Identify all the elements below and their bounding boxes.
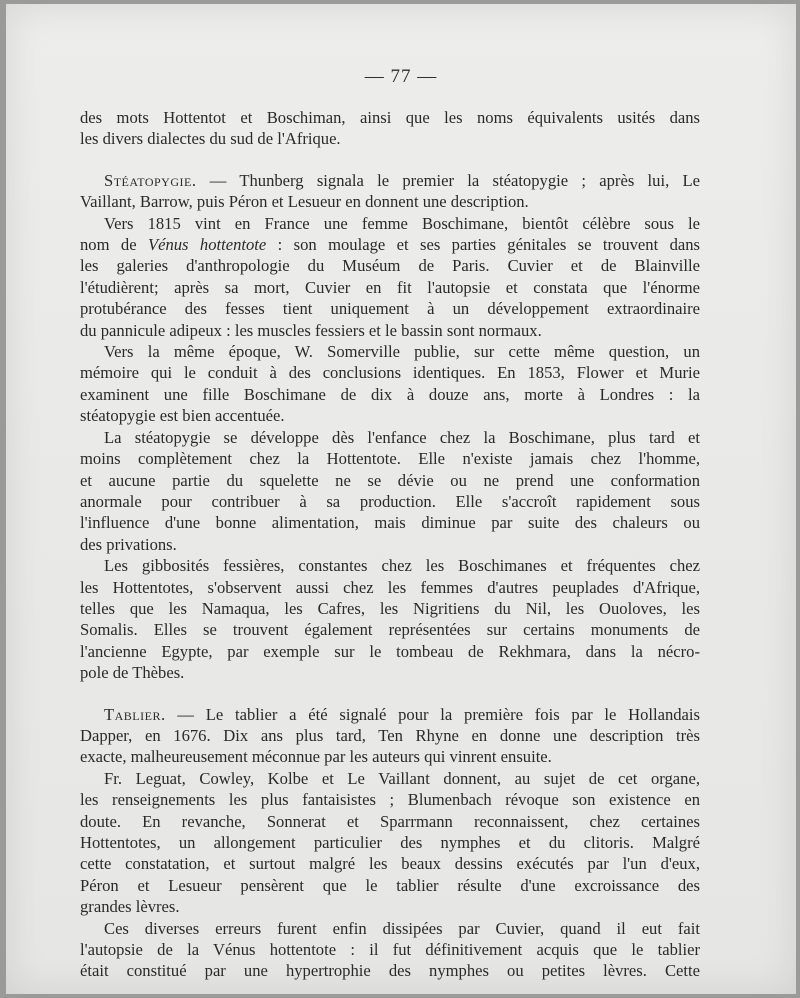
text-line: cette constatation, et surtout malgré les beaux dessins exécutés par l'un d'eux, bbox=[80, 854, 700, 874]
text-line: Stéatopygie. — Thunberg signala le premier la stéatopygie ; après lui, Le bbox=[104, 170, 700, 190]
text-line: protubérance des fesses tient uniquement à un développement extraordinaire bbox=[80, 299, 700, 319]
text-line: Dapper, en 1676. Dix ans plus tard, Ten Rhyne en donne une description très bbox=[80, 725, 700, 745]
paragraph-leguat bbox=[80, 768, 700, 918]
text-line: nom de Vénus hottentote : son moulage et ses parties génitales se trouvent dans bbox=[80, 235, 700, 255]
text-line: Vers la même époque, W. Somerville publie, sur cette même question, un bbox=[104, 342, 700, 362]
text-line: l'influence d'une bonne alimentation, mais diminue par suite des chaleurs ou bbox=[80, 513, 700, 533]
text-line: moins complètement chez la Hottentote. Elle n'existe jamais chez l'homme, bbox=[80, 449, 700, 469]
text-line: stéatopygie est bien accentuée. bbox=[80, 406, 285, 426]
text-line: exacte, malheureusement méconnue par les auteurs qui vinrent ensuite. bbox=[80, 747, 552, 767]
paragraph-cuvier bbox=[80, 918, 700, 982]
text-line: était constitué par une hypertrophie des nymphes ou petites lèvres. Cette bbox=[80, 961, 700, 981]
paragraph-tablier bbox=[80, 704, 700, 768]
text-line: et aucune partie du squelette ne se dévie ou ne prend une conformation bbox=[80, 470, 700, 490]
paragraph-steatopygie bbox=[80, 170, 700, 213]
text-line: des privations. bbox=[80, 534, 177, 554]
section-heading-tablier: Tablier. bbox=[104, 704, 166, 724]
body-text bbox=[80, 107, 700, 982]
text-line: Péron et Lesueur pensèrent que le tablier résulte d'une excroissance des bbox=[80, 875, 700, 895]
text-line: Vaillant, Barrow, puis Péron et Lesueur en donnent une description. bbox=[80, 192, 529, 212]
text-line: des mots Hottentot et Boschiman, ainsi que les noms équivalents usités dans bbox=[80, 108, 700, 127]
paragraph-development bbox=[80, 427, 700, 555]
text-line: pole de Thèbes. bbox=[80, 663, 185, 683]
text-line: l'étudièrent; après sa mort, Cuvier en fit l'autopsie et constata que l'énorme bbox=[80, 277, 700, 297]
text-line: l'ancienne Egypte, par exemple sur le tombeau de Rekhmara, dans la nécro- bbox=[80, 641, 700, 661]
paragraph-gibbosites bbox=[80, 555, 700, 683]
italic-title: Vénus hottentote bbox=[147, 235, 267, 255]
text-line: Ces diverses erreurs furent enfin dissipées par Cuvier, quand il eut fait bbox=[104, 918, 700, 938]
text-line: du pannicule adipeux : les muscles fessiers et le bassin sont normaux. bbox=[80, 320, 542, 340]
paragraph-continuation bbox=[80, 107, 700, 150]
text-line: mémoire qui le conduit à des conclusions identiques. En 1853, Flower et Murie bbox=[80, 363, 700, 383]
text-line: La stéatopygie se développe dès l'enfance chez la Boschimane, plus tard et bbox=[104, 427, 700, 447]
paragraph-somerville bbox=[80, 341, 700, 427]
text-line: Hottentotes, un allongement particulier des nymphes et du clitoris. Malgré bbox=[80, 833, 700, 852]
text-line: Somalis. Elles se trouvent également représentées sur certains monuments de bbox=[80, 620, 700, 640]
text-line: grandes lèvres. bbox=[80, 897, 180, 917]
paragraph-venus bbox=[80, 213, 700, 341]
text-line: les Hottentotes, s'observent aussi chez les femmes d'autres peuplades d'Afrique, bbox=[80, 577, 700, 597]
text-line: l'autopsie de la Vénus hottentote : il fut définitivement acquis que le tablier bbox=[80, 940, 700, 960]
text-line: les galeries d'anthropologie du Muséum de Paris. Cuvier et de Blainville bbox=[80, 256, 700, 276]
section-heading-steatopygie: Stéatopygie. bbox=[104, 170, 197, 190]
text-line: doute. En revanche, Sonnerat et Sparrmann reconnaissent, chez certaines bbox=[80, 811, 700, 831]
text-line: anormale pour contribuer à sa production. Elle s'accroît rapidement sous bbox=[80, 491, 700, 511]
book-page bbox=[6, 4, 796, 994]
text-line: les renseignements les plus fantaisistes ; Blumenbach révoque son existence en bbox=[80, 790, 700, 810]
text-line: examinent une fille Boschimane de dix à douze ans, morte à Londres : la bbox=[80, 384, 700, 404]
text-line: Vers 1815 vint en France une femme Boschimane, bientôt célèbre sous le bbox=[104, 213, 700, 233]
text-line: Tablier. — Le tablier a été signalé pour la première fois par le Hollandais bbox=[104, 704, 700, 724]
text-line: les divers dialectes du sud de l'Afrique. bbox=[80, 129, 341, 149]
text-line: telles que les Namaqua, les Cafres, les Nigritiens du Nil, les Ouoloves, les bbox=[80, 598, 700, 618]
page-number: — 77 — bbox=[364, 66, 438, 87]
text-line: Les gibbosités fessières, constantes chez les Boschimanes et fréquentes chez bbox=[104, 556, 700, 576]
text-line: Fr. Leguat, Cowley, Kolbe et Le Vaillant donnent, au sujet de cet organe, bbox=[104, 768, 700, 788]
